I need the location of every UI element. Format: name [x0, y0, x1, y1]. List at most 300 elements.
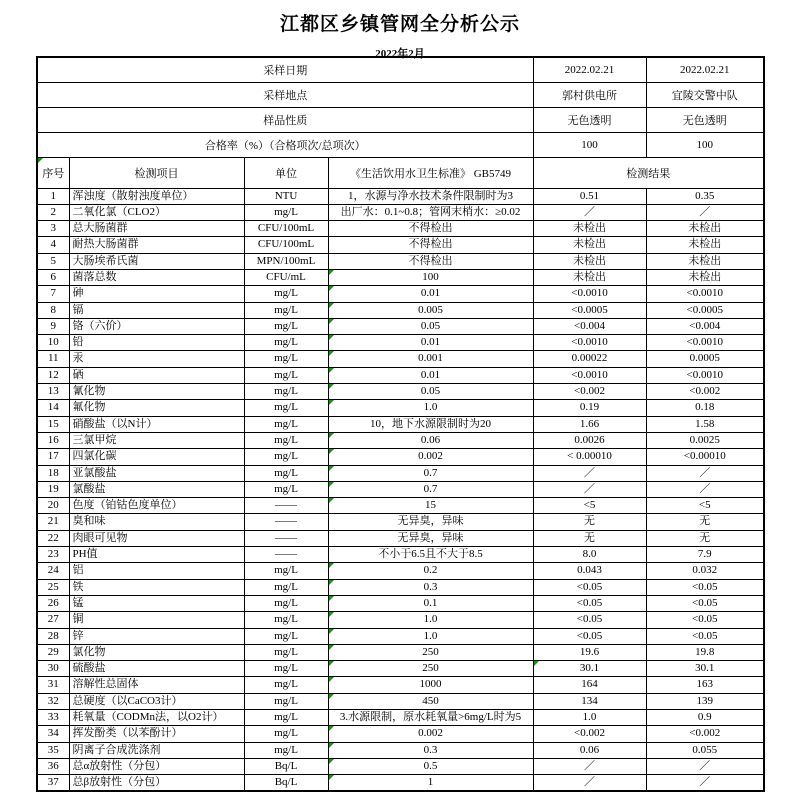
item-name: 硝酸盐（以N计） [69, 416, 244, 432]
result-guocun: <0.002 [533, 726, 646, 742]
result-guocun: 164 [533, 677, 646, 693]
unit: mg/L [244, 432, 328, 448]
table-row [37, 237, 764, 253]
analysis-table-body [37, 57, 764, 791]
item-name: 总α放射性（分包） [69, 758, 244, 774]
result-yiling: 0.032 [646, 563, 764, 579]
standard-value: 0.7 [328, 465, 533, 481]
unit: Bq/L [244, 758, 328, 774]
unit: mg/L [244, 204, 328, 220]
item-name: 总硬度（以CaCO3计） [69, 693, 244, 709]
unit: mg/L [244, 384, 328, 400]
result-yiling: <0.0010 [646, 367, 764, 383]
unit: mg/L [244, 302, 328, 318]
excel-flag-triangle-icon [329, 270, 334, 275]
col-header-no: 序号 [37, 157, 69, 188]
result-yiling: ／ [646, 758, 764, 774]
standard-value: 1 [328, 775, 533, 792]
row-no: 35 [37, 742, 69, 758]
result-guocun: 0.06 [533, 742, 646, 758]
excel-flag-triangle-icon [329, 449, 334, 454]
unit: mg/L [244, 416, 328, 432]
table-row [37, 269, 764, 285]
result-guocun: ／ [533, 204, 646, 220]
standard-value: 0.7 [328, 481, 533, 497]
result-guocun: 1.0 [533, 710, 646, 726]
result-yiling: 未检出 [646, 221, 764, 237]
result-guocun: <0.05 [533, 612, 646, 628]
excel-flag-triangle-icon [329, 563, 334, 568]
item-name: 总β放射性（分包） [69, 775, 244, 792]
row-no: 29 [37, 644, 69, 660]
excel-flag-triangle-icon [329, 677, 334, 682]
standard-value: 不小于6.5且不大于8.5 [328, 547, 533, 563]
unit: —— [244, 547, 328, 563]
item-name: 臭和味 [69, 514, 244, 530]
standard-value: 0.01 [328, 286, 533, 302]
row-no: 11 [37, 351, 69, 367]
item-name: 铜 [69, 612, 244, 628]
result-yiling: 0.9 [646, 710, 764, 726]
excel-flag-triangle-icon [329, 466, 334, 471]
result-guocun: <0.05 [533, 595, 646, 611]
info-value: 100 [646, 132, 764, 157]
result-yiling: 未检出 [646, 237, 764, 253]
table-row [37, 449, 764, 465]
result-guocun: ／ [533, 481, 646, 497]
row-no: 4 [37, 237, 69, 253]
unit: MPN/100mL [244, 253, 328, 269]
excel-flag-triangle-icon [329, 580, 334, 585]
result-yiling: <0.00010 [646, 449, 764, 465]
result-yiling: <0.05 [646, 628, 764, 644]
info-value: 2022.02.21 [646, 57, 764, 82]
table-row [37, 612, 764, 628]
info-row [37, 57, 764, 82]
item-name: 氯酸盐 [69, 481, 244, 497]
result-guocun: <0.05 [533, 579, 646, 595]
excel-flag-triangle-icon [329, 596, 334, 601]
table-row [37, 530, 764, 546]
unit: Bq/L [244, 775, 328, 792]
item-name: 挥发酚类（以苯酚计） [69, 726, 244, 742]
column-header-row [37, 157, 764, 188]
info-value: 郭村供电所 [533, 82, 646, 107]
row-no: 14 [37, 400, 69, 416]
row-no: 37 [37, 775, 69, 792]
unit: mg/L [244, 644, 328, 660]
result-yiling: 30.1 [646, 661, 764, 677]
row-no: 23 [37, 547, 69, 563]
standard-value: 无异臭，异味 [328, 530, 533, 546]
table-row [37, 726, 764, 742]
unit: mg/L [244, 595, 328, 611]
table-row [37, 710, 764, 726]
row-no: 6 [37, 269, 69, 285]
item-name: 大肠埃希氏菌 [69, 253, 244, 269]
result-yiling: 未检出 [646, 269, 764, 285]
unit: mg/L [244, 742, 328, 758]
excel-flag-triangle-icon [329, 694, 334, 699]
result-guocun: 19.6 [533, 644, 646, 660]
unit: mg/L [244, 351, 328, 367]
row-no: 27 [37, 612, 69, 628]
table-row [37, 742, 764, 758]
col-header-standard: 《生活饮用水卫生标准》 GB5749 [328, 157, 533, 188]
result-yiling: 139 [646, 693, 764, 709]
standard-value: 1.0 [328, 612, 533, 628]
result-guocun: <5 [533, 498, 646, 514]
result-yiling: <0.05 [646, 595, 764, 611]
table-row [37, 221, 764, 237]
unit: —— [244, 514, 328, 530]
table-row [37, 498, 764, 514]
row-no: 30 [37, 661, 69, 677]
standard-value: 250 [328, 661, 533, 677]
item-name: 总大肠菌群 [69, 221, 244, 237]
row-no: 31 [37, 677, 69, 693]
item-name: PH值 [69, 547, 244, 563]
result-guocun: 无 [533, 530, 646, 546]
result-guocun: 无 [533, 514, 646, 530]
result-guocun: <0.0005 [533, 302, 646, 318]
row-no: 20 [37, 498, 69, 514]
table-row [37, 693, 764, 709]
unit: mg/L [244, 286, 328, 302]
result-guocun: 0.0026 [533, 432, 646, 448]
result-guocun: 30.1 [533, 661, 646, 677]
item-name: 耐热大肠菌群 [69, 237, 244, 253]
standard-value: 无异臭，异味 [328, 514, 533, 530]
standard-value: 0.3 [328, 742, 533, 758]
table-row [37, 677, 764, 693]
result-guocun: 134 [533, 693, 646, 709]
result-yiling: <0.002 [646, 726, 764, 742]
unit: —— [244, 498, 328, 514]
unit: mg/L [244, 612, 328, 628]
standard-value: 0.005 [328, 302, 533, 318]
col-header-result: 检测结果 [533, 157, 764, 188]
page-subtitle: 2022年2月 [375, 48, 425, 60]
table-row [37, 302, 764, 318]
item-name: 锰 [69, 595, 244, 611]
item-name: 硒 [69, 367, 244, 383]
item-name: 溶解性总固体 [69, 677, 244, 693]
row-no: 15 [37, 416, 69, 432]
standard-value: 0.2 [328, 563, 533, 579]
result-yiling: <0.05 [646, 612, 764, 628]
result-yiling: 163 [646, 677, 764, 693]
result-guocun: 未检出 [533, 269, 646, 285]
excel-flag-triangle-icon [329, 384, 334, 389]
table-row [37, 367, 764, 383]
info-label: 合格率（%）（合格项次/总项次） [37, 132, 533, 157]
result-yiling: 7.9 [646, 547, 764, 563]
unit: NTU [244, 188, 328, 204]
excel-flag-triangle-icon [329, 303, 334, 308]
standard-value: 1.0 [328, 628, 533, 644]
row-no: 22 [37, 530, 69, 546]
standard-value: 1，水源与净水技术条件限制时为3 [328, 188, 533, 204]
row-no: 17 [37, 449, 69, 465]
row-no: 34 [37, 726, 69, 742]
unit: mg/L [244, 481, 328, 497]
item-name: 氟化物 [69, 400, 244, 416]
excel-flag-triangle-icon [329, 645, 334, 650]
unit: CFU/mL [244, 269, 328, 285]
table-row [37, 204, 764, 220]
excel-flag-triangle-icon [329, 319, 334, 324]
standard-value: 不得检出 [328, 237, 533, 253]
row-no: 21 [37, 514, 69, 530]
unit: mg/L [244, 335, 328, 351]
standard-value: 100 [328, 269, 533, 285]
table-row [37, 286, 764, 302]
standard-value: 0.1 [328, 595, 533, 611]
info-row [37, 107, 764, 132]
result-yiling: ／ [646, 465, 764, 481]
item-name: 肉眼可见物 [69, 530, 244, 546]
result-guocun: 未检出 [533, 221, 646, 237]
result-yiling: 19.8 [646, 644, 764, 660]
item-name: 三氯甲烷 [69, 432, 244, 448]
excel-flag-triangle-icon [329, 482, 334, 487]
result-guocun: 0.00022 [533, 351, 646, 367]
standard-value: 1000 [328, 677, 533, 693]
standard-value: 1.0 [328, 400, 533, 416]
item-name: 硫酸盐 [69, 661, 244, 677]
result-guocun: <0.0010 [533, 335, 646, 351]
unit: mg/L [244, 693, 328, 709]
row-no: 13 [37, 384, 69, 400]
row-no: 5 [37, 253, 69, 269]
row-no: 33 [37, 710, 69, 726]
excel-flag-triangle-icon [329, 775, 334, 780]
page-title: 江都区乡镇管网全分析公示 [279, 14, 520, 35]
analysis-table [36, 56, 765, 792]
table-row [37, 400, 764, 416]
row-no: 12 [37, 367, 69, 383]
excel-flag-triangle-icon [329, 335, 334, 340]
excel-flag-triangle-icon [329, 612, 334, 617]
excel-flag-triangle-icon [329, 629, 334, 634]
result-yiling: <0.0005 [646, 302, 764, 318]
table-row [37, 351, 764, 367]
excel-flag-triangle-icon [329, 498, 334, 503]
unit: mg/L [244, 726, 328, 742]
result-yiling: ／ [646, 775, 764, 792]
table-row [37, 595, 764, 611]
table-row [37, 384, 764, 400]
table-row [37, 644, 764, 660]
item-name: 二氧化氯（CLO2） [69, 204, 244, 220]
result-guocun: <0.002 [533, 384, 646, 400]
item-name: 四氯化碳 [69, 449, 244, 465]
table-row [37, 416, 764, 432]
info-label: 采样日期 [37, 57, 533, 82]
result-yiling: 未检出 [646, 253, 764, 269]
result-guocun: <0.0010 [533, 367, 646, 383]
result-guocun: ／ [533, 758, 646, 774]
table-row [37, 775, 764, 792]
unit: mg/L [244, 579, 328, 595]
unit: mg/L [244, 367, 328, 383]
col-header-unit: 单位 [244, 157, 328, 188]
info-row [37, 82, 764, 107]
result-yiling: <0.05 [646, 579, 764, 595]
item-name: 锌 [69, 628, 244, 644]
item-name: 铝 [69, 563, 244, 579]
table-row [37, 579, 764, 595]
excel-flag-triangle-icon [329, 368, 334, 373]
standard-value: 10，地下水源限制时为20 [328, 416, 533, 432]
result-guocun: 1.66 [533, 416, 646, 432]
table-row [37, 318, 764, 334]
excel-flag-triangle-icon [329, 726, 334, 731]
item-name: 菌落总数 [69, 269, 244, 285]
result-yiling: <0.002 [646, 384, 764, 400]
table-row [37, 563, 764, 579]
standard-value: 不得检出 [328, 253, 533, 269]
info-value: 无色透明 [533, 107, 646, 132]
item-name: 汞 [69, 351, 244, 367]
result-yiling: <0.0010 [646, 286, 764, 302]
row-no: 7 [37, 286, 69, 302]
result-guocun: <0.0010 [533, 286, 646, 302]
result-yiling: 0.055 [646, 742, 764, 758]
excel-flag-triangle-icon [329, 759, 334, 764]
table-row [37, 188, 764, 204]
row-no: 3 [37, 221, 69, 237]
standard-value: 3.水源限制，原水耗氧量>6mg/L时为5 [328, 710, 533, 726]
row-no: 26 [37, 595, 69, 611]
result-guocun: 8.0 [533, 547, 646, 563]
result-yiling: 0.18 [646, 400, 764, 416]
table-row [37, 335, 764, 351]
table-row [37, 628, 764, 644]
unit: CFU/100mL [244, 237, 328, 253]
unit: —— [244, 530, 328, 546]
result-guocun: ／ [533, 465, 646, 481]
row-no: 8 [37, 302, 69, 318]
standard-value: 0.5 [328, 758, 533, 774]
item-name: 铬（六价） [69, 318, 244, 334]
row-no: 1 [37, 188, 69, 204]
unit: mg/L [244, 449, 328, 465]
standard-value: 0.002 [328, 449, 533, 465]
result-yiling: 0.35 [646, 188, 764, 204]
row-no: 28 [37, 628, 69, 644]
standard-value: 450 [328, 693, 533, 709]
excel-flag-triangle-icon [329, 661, 334, 666]
row-no: 9 [37, 318, 69, 334]
result-guocun: < 0.00010 [533, 449, 646, 465]
result-guocun: <0.05 [533, 628, 646, 644]
info-value: 宜陵交警中队 [646, 82, 764, 107]
item-name: 阴离子合成洗涤剂 [69, 742, 244, 758]
result-guocun: 0.19 [533, 400, 646, 416]
item-name: 氰化物 [69, 384, 244, 400]
unit: mg/L [244, 628, 328, 644]
row-no: 24 [37, 563, 69, 579]
result-guocun: 0.043 [533, 563, 646, 579]
result-yiling: ／ [646, 481, 764, 497]
standard-value: 0.06 [328, 432, 533, 448]
result-yiling: <5 [646, 498, 764, 514]
standard-value: 0.01 [328, 367, 533, 383]
item-name: 铅 [69, 335, 244, 351]
info-label: 样品性质 [37, 107, 533, 132]
result-guocun: ／ [533, 775, 646, 792]
table-row [37, 465, 764, 481]
excel-flag-triangle-icon [329, 351, 334, 356]
standard-value: 250 [328, 644, 533, 660]
standard-value: 0.002 [328, 726, 533, 742]
result-guocun: <0.004 [533, 318, 646, 334]
result-yiling: 0.0005 [646, 351, 764, 367]
table-row [37, 481, 764, 497]
result-yiling: 无 [646, 530, 764, 546]
table-row [37, 514, 764, 530]
result-guocun: 未检出 [533, 253, 646, 269]
result-guocun: 未检出 [533, 237, 646, 253]
standard-value: 0.001 [328, 351, 533, 367]
item-name: 镉 [69, 302, 244, 318]
item-name: 氯化物 [69, 644, 244, 660]
item-name: 浑浊度（散射浊度单位） [69, 188, 244, 204]
result-guocun: 0.51 [533, 188, 646, 204]
table-row [37, 758, 764, 774]
standard-value: 0.05 [328, 318, 533, 334]
analysis-table-wrapper [36, 56, 765, 792]
row-no: 16 [37, 432, 69, 448]
excel-flag-triangle-icon [329, 433, 334, 438]
table-row [37, 253, 764, 269]
unit: mg/L [244, 563, 328, 579]
unit: mg/L [244, 710, 328, 726]
excel-flag-triangle-icon [329, 400, 334, 405]
row-no: 19 [37, 481, 69, 497]
standard-value: 15 [328, 498, 533, 514]
unit: CFU/100mL [244, 221, 328, 237]
row-no: 2 [37, 204, 69, 220]
standard-value: 0.3 [328, 579, 533, 595]
info-label: 采样地点 [37, 82, 533, 107]
excel-flag-triangle-icon [329, 743, 334, 748]
result-yiling: 0.0025 [646, 432, 764, 448]
col-header-item: 检测项目 [69, 157, 244, 188]
item-name: 砷 [69, 286, 244, 302]
unit: mg/L [244, 318, 328, 334]
unit: mg/L [244, 465, 328, 481]
unit: mg/L [244, 661, 328, 677]
info-row [37, 132, 764, 157]
item-name: 色度（铂钴色度单位） [69, 498, 244, 514]
standard-value: 0.01 [328, 335, 533, 351]
info-value: 2022.02.21 [533, 57, 646, 82]
row-no: 10 [37, 335, 69, 351]
table-row [37, 661, 764, 677]
item-name: 铁 [69, 579, 244, 595]
unit: mg/L [244, 400, 328, 416]
standard-value: 不得检出 [328, 221, 533, 237]
standard-value: 出厂水：0.1~0.8；管网末梢水：≥0.02 [328, 204, 533, 220]
excel-flag-triangle-icon [534, 661, 539, 666]
unit: mg/L [244, 677, 328, 693]
row-no: 36 [37, 758, 69, 774]
result-yiling: 无 [646, 514, 764, 530]
result-yiling: ／ [646, 204, 764, 220]
